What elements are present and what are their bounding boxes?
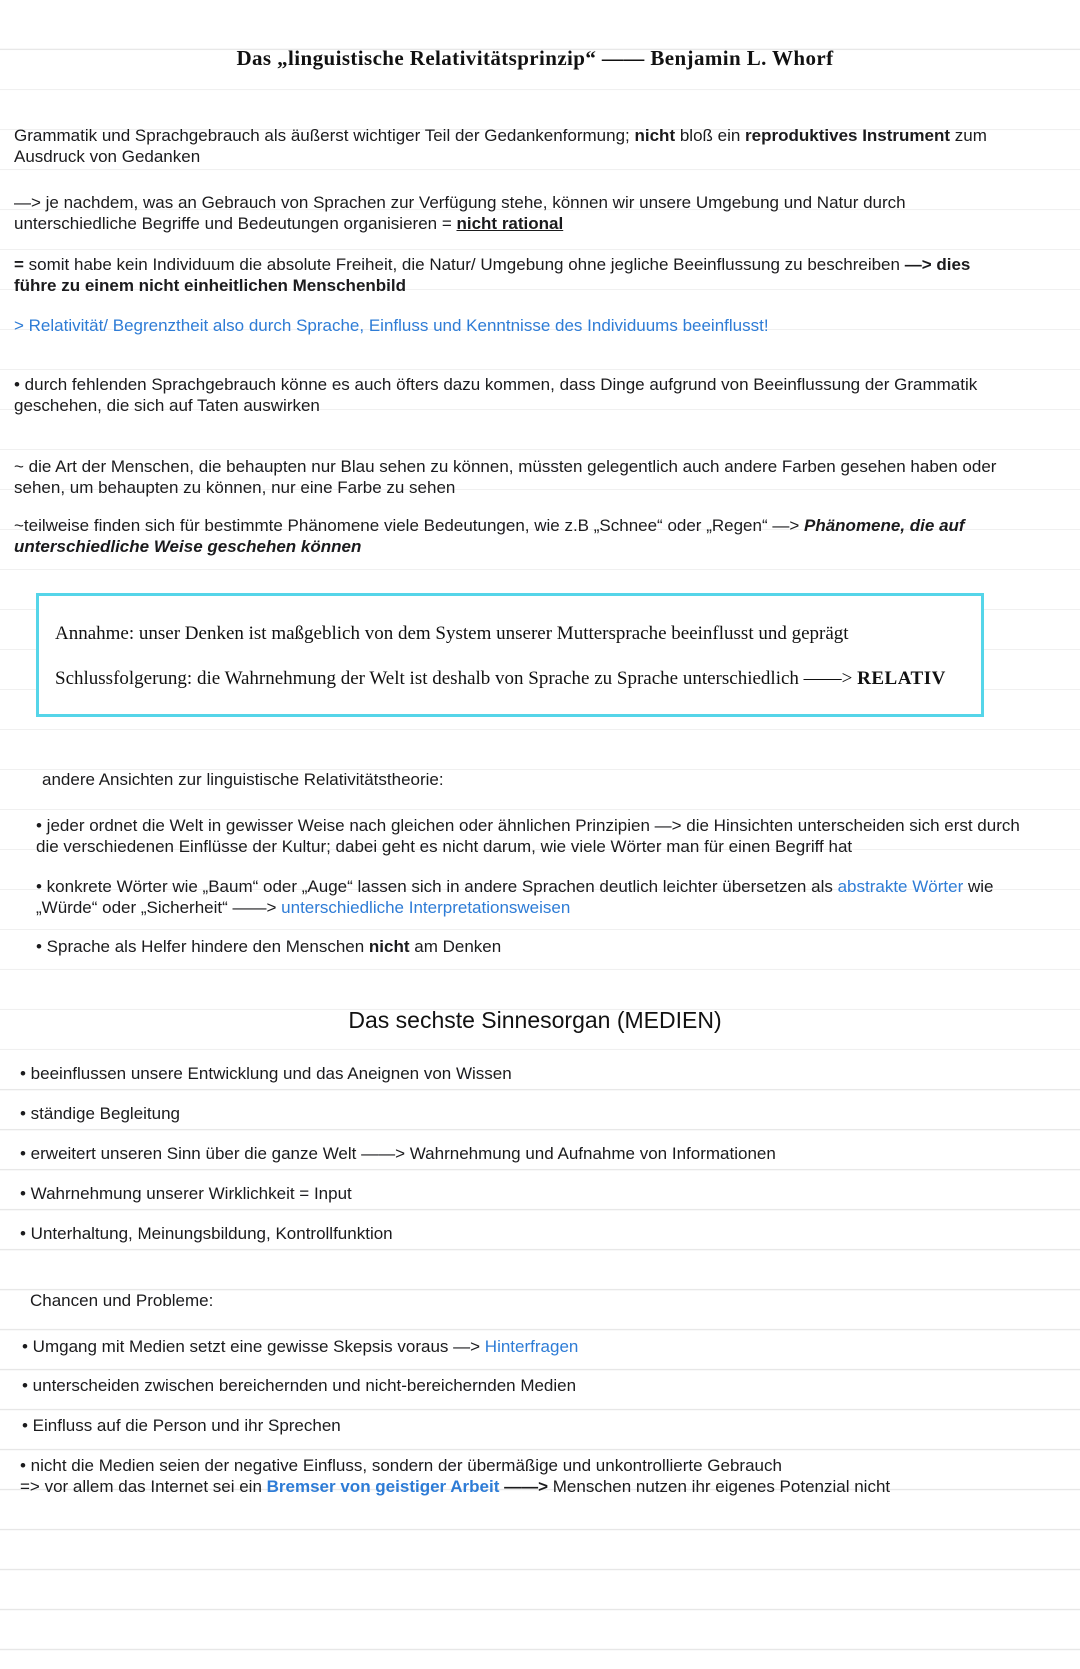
bullet-begleitung: • ständige Begleitung <box>20 1104 181 1123</box>
text-segment: —> je nachdem, was an Gebrauch von Sprachen zur Verfügung stehe, können wir unsere Umgebung und Natur durch unterschiedliche Begriffe und Bedeutungen organisieren = <box>14 193 906 233</box>
text-segment-bold: reproduktives Instrument <box>745 126 951 145</box>
bullet-konkrete-woerter <box>36 876 1026 918</box>
text-segment: ~ die Art der Menschen, die behaupten nur Blau sehen zu können, müssten gelegentlich auch andere Farben gesehen haben oder sehen, um behaupten zu können, nur eine Farbe zu sehen <box>14 457 997 497</box>
document-title: Das „linguistische Relativitätsprinzip“ —— Benjamin L. Whorf <box>236 46 834 70</box>
bullet-entwicklung: • beeinflussen unsere Entwicklung und das Aneignen von Wissen <box>20 1064 512 1083</box>
text-segment-bold-italic: Phänomene, die auf unterschiedliche Weise geschehen können <box>14 516 965 556</box>
relativ-emphasis: RELATIV <box>857 668 946 689</box>
bullet-negativer-einfluss <box>20 1455 1010 1476</box>
text-segment-blue: abstrakte Wörter <box>837 877 964 896</box>
bullet-wirklichkeit-input: • Wahrnehmung unserer Wirklichkeit = Input <box>20 1184 352 1203</box>
text-segment-bold: nicht <box>634 126 676 145</box>
annahme-line: Annahme: unser Denken ist maßgeblich von dem System unserer Muttersprache beeinflusst und geprägt <box>55 623 849 644</box>
heading-chancen-probleme: Chancen und Probleme: <box>30 1291 214 1310</box>
text-segment: bloß ein <box>675 126 746 145</box>
text-segment: am Denken <box>409 937 502 956</box>
text-segment: • jeder ordnet die Welt in gewisser Weise nach gleichen oder ähnlichen Prinzipien —> die Hinsichten unterscheiden sich erst durch die verschiedenen Einflüsse der Kultur; dabei geht es nicht darum, wie viele Wörter man für einen Begriff hat <box>36 816 1020 856</box>
text-segment: Grammatik und Sprachgebrauch als äußerst wichtiger Teil der Gedankenformung; <box>14 126 635 145</box>
text-segment: • durch fehlenden Sprachgebrauch könne es auch öfters dazu kommen, dass Dinge aufgrund von Beeinflussung der Grammatik geschehen, die sich auf Taten auswirken <box>14 375 978 415</box>
heading-sechstes-sinnesorgan: Das sechste Sinnesorgan (MEDIEN) <box>348 1007 722 1033</box>
text-segment: ~teilweise finden sich für bestimmte Phänomene viele Bedeutungen, wie z.B „Schnee“ oder „Regen“ —> <box>14 516 804 535</box>
annahme-schlussfolgerung-box <box>36 593 984 717</box>
bullet-sprache-helfer <box>36 936 1026 957</box>
text-segment-bold-underline: nicht rational <box>456 214 564 233</box>
text-segment-blue-bold: Bremser von geistiger Arbeit <box>266 1477 500 1496</box>
text-segment: • Umgang mit Medien setzt eine gewisse Skepsis voraus —> <box>22 1337 485 1356</box>
text-segment: wie „Würde“ oder „Sicherheit“ ——> <box>36 877 994 917</box>
text-segment-bold: —> dies führe zu einem nicht einheitlichen Menschenbild <box>14 255 971 295</box>
text-segment: Schlussfolgerung: die Wahrnehmung der Welt ist deshalb von Sprache zu Sprache unterschiedlich ——> <box>55 668 858 689</box>
text-segment-blue: > Relativität/ Begrenztheit also durch Sprache, Einfluss und Kenntnisse des Individuums beeinflusst! <box>14 316 769 335</box>
bullet-unterscheiden-medien: • unterscheiden zwischen bereichernden und nicht-bereichernden Medien <box>22 1376 577 1395</box>
bullet-erweitert-sinn: • erweitert unseren Sinn über die ganze Welt ——> Wahrnehmung und Aufnahme von Informationen <box>20 1144 776 1163</box>
schlussfolgerung-line <box>55 667 959 690</box>
paragraph-blau-beispiel <box>14 456 1004 498</box>
text-segment-bold: ——> <box>499 1477 553 1496</box>
bullet-unterhaltung: • Unterhaltung, Meinungsbildung, Kontrollfunktion <box>20 1224 393 1243</box>
line-bremser-geistiger-arbeit <box>20 1476 1010 1497</box>
heading-andere-ansichten: andere Ansichten zur linguistische Relativitätstheorie: <box>42 770 444 789</box>
paragraph-individuum <box>14 254 1004 296</box>
text-segment: Menschen nutzen ihr eigenes Potenzial nicht <box>552 1477 891 1496</box>
paragraph-phaenomene <box>14 515 1004 557</box>
text-segment: • Sprache als Helfer hindere den Menschen <box>36 937 369 956</box>
text-segment-bold: = <box>14 255 29 274</box>
bullet-fehlender-sprachgebrauch <box>14 374 1004 416</box>
text-segment: somit habe kein Individuum die absolute Freiheit, die Natur/ Umgebung ohne jegliche Beeinflussung zu beschreiben <box>28 255 905 274</box>
text-segment-blue: unterschiedliche Interpretationsweisen <box>281 898 571 917</box>
bullet-einfluss-person: • Einfluss auf die Person und ihr Sprechen <box>22 1416 341 1435</box>
text-segment: => vor allem das Internet sei ein <box>20 1477 267 1496</box>
paragraph-relativitaet-note <box>14 315 1004 336</box>
text-segment-bold: nicht <box>368 937 410 956</box>
text-segment-blue: Hinterfragen <box>484 1337 579 1356</box>
text-segment: zum Ausdruck von Gedanken <box>14 126 987 166</box>
paragraph-gedankenformung <box>14 125 1004 167</box>
bullet-prinzipien <box>36 815 1026 857</box>
text-segment: • konkrete Wörter wie „Baum“ oder „Auge“ lassen sich in andere Sprachen deutlich leichter übersetzen als <box>36 877 838 896</box>
text-segment: • nicht die Medien seien der negative Einfluss, sondern der übermäßige und unkontrollierte Gebrauch <box>20 1456 782 1475</box>
paragraph-sprachgebrauch <box>14 192 1004 234</box>
bullet-skepsis <box>22 1336 1012 1357</box>
